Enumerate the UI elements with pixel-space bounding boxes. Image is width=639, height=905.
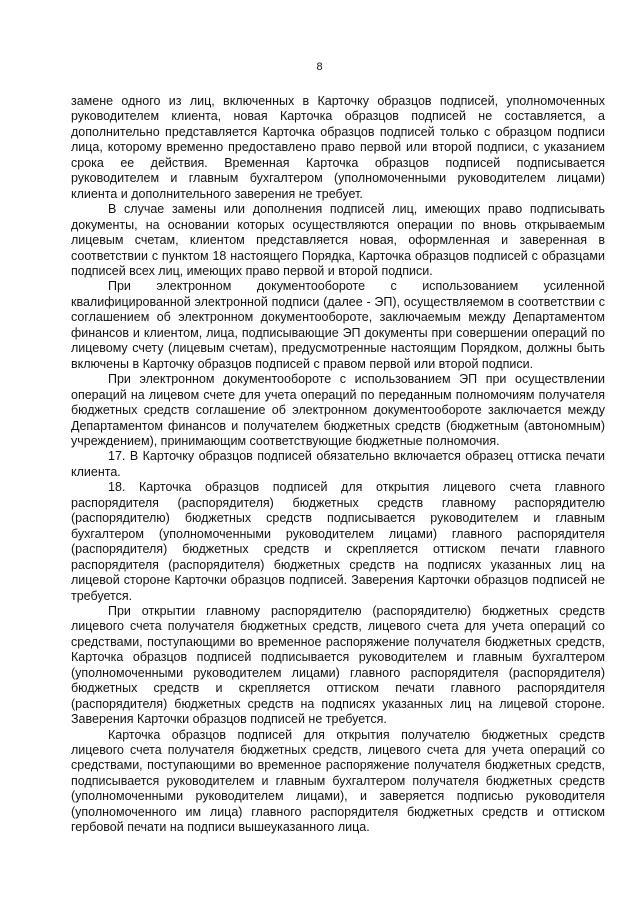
paragraph-main-manager-opening: При открытии главному распорядителю (распорядителю) бюджетных средств лицевого счета получателя бюджетных средств, лицевого счета для учета операций со средствами, поступающими во временное распоряжение получателя бюджетных средств, Карточка образцов подписей подписывается руководителем и главным бухгалтером (уполномоченными руководителем лицами) главного распорядителя (распорядителя) бюджетных средств и скрепляется оттиском печати главного распорядителя (распорядителя) бюджетных средств на подписях указанных лиц на лицевой стороне. Заверения Карточки образцов подписей не требуется. [71,603,605,727]
paragraph-delegated-authority: При электронном документообороте с использованием ЭП при осуществлении операций на лицевом счете для учета операций по переданным полномочиям получателя бюджетных средств соглашение об электронном документообороте заключается между Департаментом финансов и получателем бюджетных средств (бюджетным (автономным) учреждением), принимающим соответствующие бюджетные полномочия. [71,372,605,448]
paragraph-item-17: 17. В Карточку образцов подписей обязательно включается образец оттиска печати клиента. [71,449,605,479]
paragraph-electronic-signature: При электронном документообороте с использованием усиленной квалифицированной электронной подписи (далее - ЭП), осуществляемом в соответствии с соглашением об электронном документообороте, заключаемым между Департаментом финансов и клиентом, лица, подписывающие ЭП документы при совершении операций по лицевому счету (лицевым счетам), предусмотренные настоящим Порядком, должны быть включены в Карточку образцов подписей с правом первой или второй подписи. [71,279,605,371]
paragraph-signature-replacement: В случае замены или дополнения подписей лиц, имеющих право подписывать документы, на основании которых осуществляются операции по вновь открываемым лицевым счетам, клиентом представляется новая, оформленная и заверенная в соответствии с пунктом 18 настоящего Порядка, Карточка образцов подписей с образцами подписей всех лиц, имеющих право первой и второй подписи. [71,202,605,278]
paragraph-continued-temporary-card: замене одного из лиц, включенных в Карточку образцов подписей, уполномоченных руководителем клиента, новая Карточка образцов подписей не составляется, а дополнительно представляется Карточка образцов подписей только с образцом подписи лица, которому временно предоставлено право первой или второй подписи, с указанием срока ее действия. Временная Карточка образцов подписей подписывается руководителем и главным бухгалтером (уполномоченными руководителем лицами) клиента и дополнительного заверения не требует. [71,94,605,201]
paragraph-recipient-opening: Карточка образцов подписей для открытия получателю бюджетных средств лицевого счета получателя бюджетных средств, лицевого счета для учета операций со средствами, поступающими во временное распоряжение получателя бюджетных средств, подписывается руководителем и главным бухгалтером получателя бюджетных средств (уполномоченными руководителем лицами), и заверяется подписью руководителя (уполномоченного им лица) главного распорядителя бюджетных средств и оттиском гербовой печати на подписи вышеуказанного лица. [71,727,605,835]
document-body [71,94,605,836]
page-number: 8 [316,61,323,73]
paragraph-item-18: 18. Карточка образцов подписей для открытия лицевого счета главного распорядителя (распорядителя) бюджетных средств главному распорядителю (распорядителю) бюджетных средств подписывается руководителем и главным бухгалтером (уполномоченными руководителем лицами) главного распорядителя (распорядителя) бюджетных средств и скрепляется оттиском печати главного распорядителя (распорядителя) бюджетных средств на подписях указанных лиц на лицевой стороне Карточки образцов подписей. Заверения Карточки образцов подписей не требуется. [71,480,605,603]
